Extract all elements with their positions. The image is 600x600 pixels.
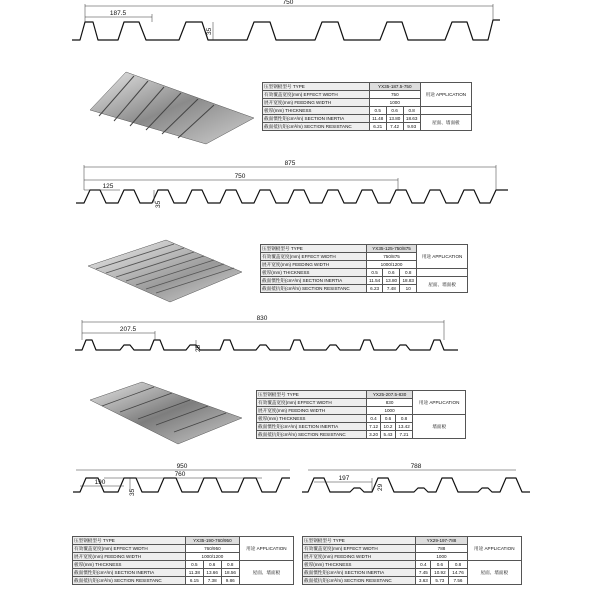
resistance-value: 6.23 [366, 285, 383, 293]
resistance-value: 5.43 [381, 431, 395, 439]
effect-width-value: 750 [369, 91, 420, 99]
application-value: 屋面、墙面板 [420, 115, 471, 131]
label-feeding-width: 展开宽度(mm) FEEDING WIDTH [263, 99, 370, 107]
label-inertia: 截面惯性矩(cm⁴/m) SECTION INERTIA [303, 569, 416, 577]
thickness-value: 0.6 [431, 561, 449, 569]
thickness-value: 0.5 [186, 561, 204, 569]
feeding-width-value: 1000 [366, 407, 412, 415]
profile-2-outline [76, 190, 508, 203]
thickness-value: 0.4 [366, 415, 380, 423]
resistance-value: 6.15 [186, 577, 204, 585]
label-type: 压型钢板型号 TYPE [303, 537, 416, 545]
label-feeding-width: 展开宽度(mm) FEEDING WIDTH [73, 553, 186, 561]
application-value: 墙面板 [413, 415, 466, 439]
feeding-width-value: 1000 [369, 99, 420, 107]
label-type: 压型钢板型号 TYPE [257, 391, 367, 399]
label-type: 压型钢板型号 TYPE [263, 83, 370, 91]
thickness-value: 0.5 [366, 269, 383, 277]
thickness-value: 0.6 [386, 107, 403, 115]
thickness-value: 0.5 [369, 107, 386, 115]
p4-dim-outer: 950 [176, 463, 188, 470]
label-feeding-width: 展开宽度(mm) FEEDING WIDTH [257, 407, 367, 415]
p3-dim-total: 830 [256, 315, 268, 322]
p2-dim-total: 750 [234, 173, 246, 180]
label-effect-width: 有效覆盖宽度(mm) EFFECT WIDTH [303, 545, 416, 553]
p5-dim-total: 788 [410, 463, 422, 470]
spec-table-1 [262, 82, 472, 131]
inertia-value: 11.38 [186, 569, 204, 577]
label-effect-width: 有效覆盖宽度(mm) EFFECT WIDTH [261, 253, 367, 261]
p3-dim-height: 25 [195, 344, 202, 352]
label-application: 用途 APPLICATION [417, 245, 468, 269]
effect-width-value: 830 [366, 399, 412, 407]
resistance-value: 9.86 [221, 577, 239, 585]
inertia-value: 7.45 [416, 569, 431, 577]
spec-table-3 [256, 390, 466, 439]
resistance-value: 7.21 [395, 431, 413, 439]
thickness-value: 0.6 [383, 269, 400, 277]
inertia-value: 13.66 [203, 569, 221, 577]
application-value: 屋面、墙面板 [417, 277, 468, 293]
p2-dim-height: 35 [155, 200, 162, 208]
resistance-value: 9.93 [403, 123, 420, 131]
label-thickness: 板厚(mm) THICKNESS [261, 269, 367, 277]
thickness-value: 0.6 [381, 415, 395, 423]
p4-dim-total: 760 [174, 471, 186, 478]
thickness-value: 0.8 [403, 107, 420, 115]
resistance-value: 10 [400, 285, 417, 293]
p2-dim-pitch: 125 [102, 183, 114, 190]
effect-width-value: 788 [416, 545, 467, 553]
spec-table-5 [302, 536, 522, 585]
feeding-width-value: 1000/1200 [186, 553, 240, 561]
label-application: 用途 APPLICATION [420, 83, 471, 107]
inertia-value: 13.80 [383, 277, 400, 285]
resistance-value: 3.63 [416, 577, 431, 585]
label-resistance: 截面抵抗矩(cm³/m) SECTION RESISTANC [303, 577, 416, 585]
p1-dim-total: 750 [282, 0, 294, 6]
p5-dim-pitch: 197 [338, 475, 350, 482]
inertia-value: 10.92 [431, 569, 449, 577]
feeding-width-value: 1000 [416, 553, 467, 561]
sheet-photo-2 [86, 236, 246, 306]
resistance-value: 7.56 [449, 577, 467, 585]
thickness-value: 0.8 [400, 269, 417, 277]
label-effect-width: 有效覆盖宽度(mm) EFFECT WIDTH [263, 91, 370, 99]
label-inertia: 截面惯性矩(cm⁴/m) SECTION INERTIA [263, 115, 370, 123]
label-type: 压型钢板型号 TYPE [73, 537, 186, 545]
resistance-value: 3.20 [366, 431, 380, 439]
resistance-value: 7.42 [386, 123, 403, 131]
label-type: 压型钢板型号 TYPE [261, 245, 367, 253]
p5-dim-height: 29 [377, 483, 384, 491]
p2-dim-outer: 875 [284, 160, 296, 167]
profile-5-outline [302, 478, 530, 492]
p1-dim-height: 35 [206, 27, 213, 35]
effect-width-value: 750/875 [366, 253, 416, 261]
label-feeding-width: 展开宽度(mm) FEEDING WIDTH [261, 261, 367, 269]
sheet-photo-1 [86, 66, 256, 146]
label-thickness: 板厚(mm) THICKNESS [303, 561, 416, 569]
label-effect-width: 有效覆盖宽度(mm) EFFECT WIDTH [73, 545, 186, 553]
label-resistance: 截面抵抗矩(cm³/m) SECTION RESISTANC [73, 577, 186, 585]
label-resistance: 截面抵抗矩(cm³/m) SECTION RESISTANC [261, 285, 367, 293]
spec-table-2 [260, 244, 468, 293]
p4-dim-height: 35 [129, 488, 136, 496]
inertia-value: 11.54 [366, 277, 383, 285]
type-value: YX35-190-760/950 [186, 537, 240, 545]
p4-dim-pitch: 190 [94, 479, 106, 486]
thickness-value: 0.8 [449, 561, 467, 569]
profile-3-outline [75, 340, 458, 350]
sheet-photo-3 [86, 378, 246, 446]
inertia-value: 14.76 [449, 569, 467, 577]
label-application: 用途 APPLICATION [413, 391, 466, 415]
profile-1-outline [72, 20, 500, 40]
p1-dim-pitch: 187.5 [109, 10, 127, 17]
type-value: YX25-207.5-830 [366, 391, 412, 399]
label-thickness: 板厚(mm) THICKNESS [257, 415, 367, 423]
thickness-value: 0.6 [203, 561, 221, 569]
resistance-value: 7.48 [383, 285, 400, 293]
label-feeding-width: 展开宽度(mm) FEEDING WIDTH [303, 553, 416, 561]
inertia-value: 13.42 [395, 423, 413, 431]
application-value: 屋面、墙面板 [467, 561, 521, 585]
label-effect-width: 有效覆盖宽度(mm) EFFECT WIDTH [257, 399, 367, 407]
label-thickness: 板厚(mm) THICKNESS [73, 561, 186, 569]
thickness-value: 0.4 [416, 561, 431, 569]
resistance-value: 6.21 [369, 123, 386, 131]
inertia-value: 10.2 [381, 423, 395, 431]
label-application: 用途 APPLICATION [467, 537, 521, 561]
type-value: YX35-187.5-750 [369, 83, 420, 91]
inertia-value: 7.12 [366, 423, 380, 431]
type-value: YX29-197-788 [416, 537, 467, 545]
label-inertia: 截面惯性矩(cm⁴/m) SECTION INERTIA [73, 569, 186, 577]
effect-width-value: 760/950 [186, 545, 240, 553]
inertia-value: 13.80 [386, 115, 403, 123]
type-value: YX35-125-750/875 [366, 245, 416, 253]
resistance-value: 5.73 [431, 577, 449, 585]
label-resistance: 截面抵抗矩(cm³/m) SECTION RESISTANC [263, 123, 370, 131]
p3-dim-pitch: 207.5 [119, 326, 137, 333]
thickness-value: 0.8 [395, 415, 413, 423]
label-inertia: 截面惯性矩(cm⁴/m) SECTION INERTIA [261, 277, 367, 285]
label-thickness: 板厚(mm) THICKNESS [263, 107, 370, 115]
profile-4-outline [73, 478, 290, 492]
thickness-value: 0.8 [221, 561, 239, 569]
resistance-value: 7.38 [203, 577, 221, 585]
label-application: 用途 APPLICATION [239, 537, 293, 561]
inertia-value: 18.63 [403, 115, 420, 123]
inertia-value: 18.83 [400, 277, 417, 285]
label-inertia: 截面惯性矩(cm⁴/m) SECTION INERTIA [257, 423, 367, 431]
feeding-width-value: 1000/1200 [366, 261, 416, 269]
spec-table-4 [72, 536, 294, 585]
application-value: 屋面、墙面板 [239, 561, 293, 585]
inertia-value: 18.56 [221, 569, 239, 577]
inertia-value: 11.48 [369, 115, 386, 123]
label-resistance: 截面抵抗矩(cm³/m) SECTION RESISTANC [257, 431, 367, 439]
